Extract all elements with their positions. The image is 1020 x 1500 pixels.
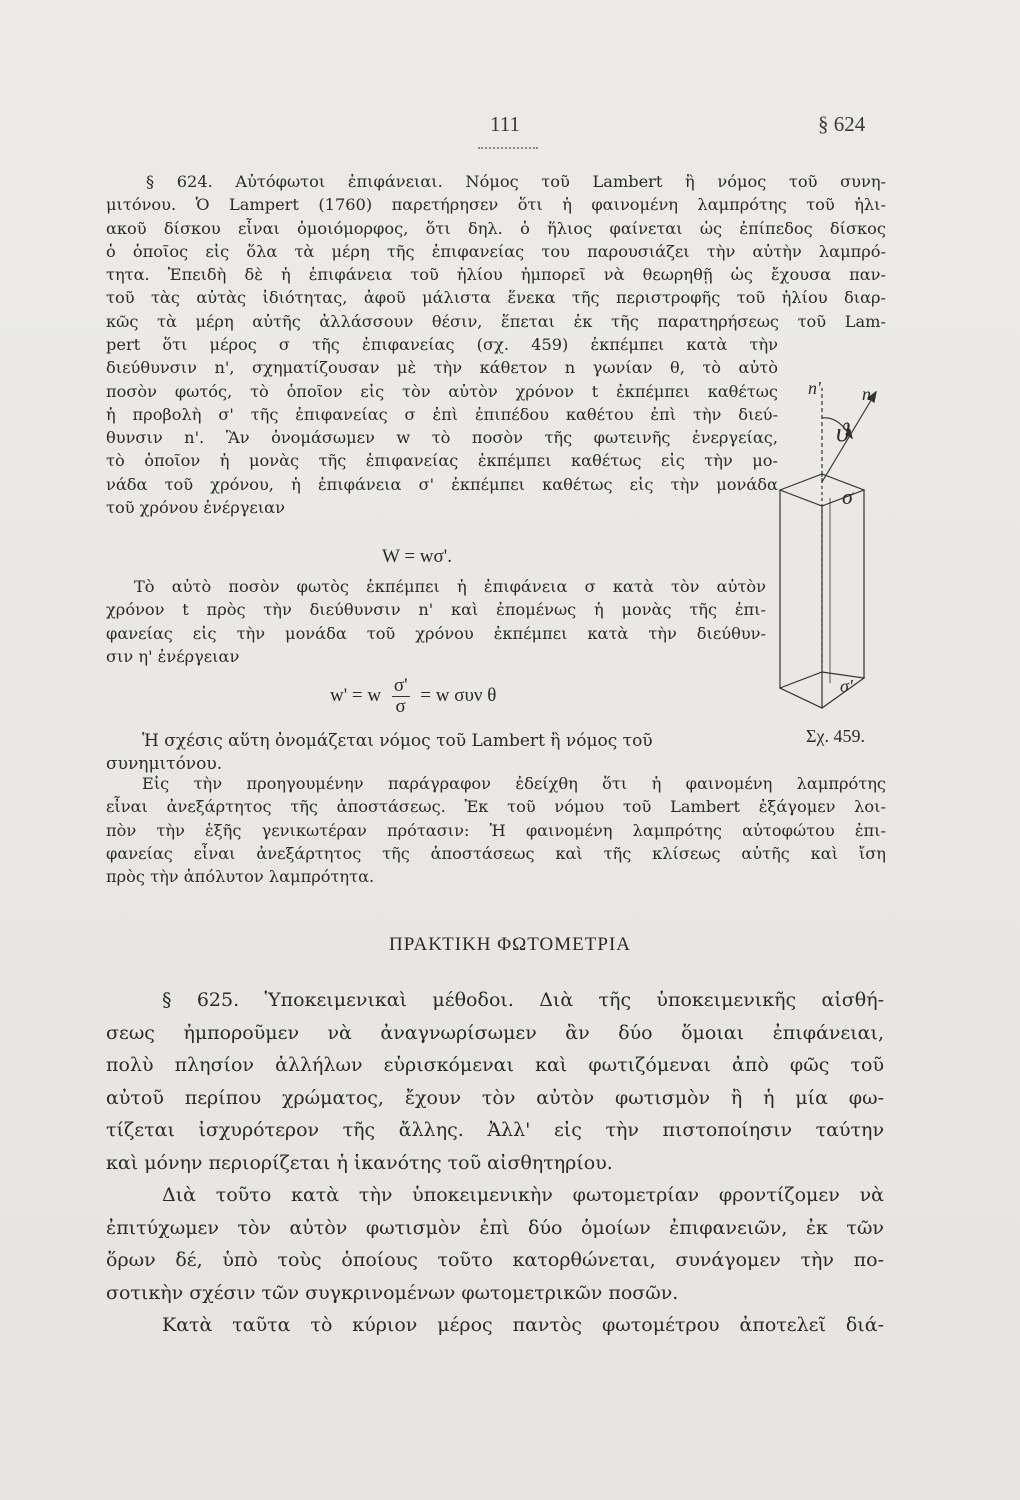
text-line: πὸν τὴν ἑξῆς γενικωτέραν πρότασιν: Ἡ φαινομένη λαμπρότης αὐτοφώτου ἐπι- [106,820,886,840]
text-line: ὅρων δέ, ὑπὸ τοὺς ὁποίους τοῦτο κατορθώνεται, συνάγομεν τὴν πο- [106,1249,884,1271]
text-line: σεως ἠμποροῦμεν νὰ ἀναγνωρίσωμεν ἂν δύο ὅμοιαι ἐπιφάνειαι, [106,1021,884,1044]
section-625-text [106,984,884,1342]
text-line: χρόνον t πρὸς τὴν διεύθυνσιν n' καὶ ἐπομένως ἡ μονὰς τῆς ἐπι- [106,600,766,620]
text-line: τοῦ τὰς αὐτὰς ἰδιότητας, ἀφοῦ μάλιστα ἕνεκα τῆς περιστροφῆς τοῦ ἡλίου διαρ- [106,288,886,308]
section-624-text-3 [106,730,766,777]
text-line: ακοῦ δίσκου εἶναι ὁμοιόμορφος, ὅτι δηλ. ὁ ἥλιος φαίνεται ὡς ἐπίπεδος δίσκος [106,218,886,238]
text-line: Τὸ αὐτὸ ποσὸν φωτὸς ἐκπέμπει ἡ ἐπιφάνεια σ κατὰ τὸν αὐτὸν [134,577,766,596]
formula-lhs: w' = w [330,684,382,706]
section-624-text-2 [106,575,766,668]
text-line: ἐπιτύχωμεν τὸν αὐτὸν φωτισμὸν ἐπὶ δύο ὁμοίων ἐπιφανειῶν, ἐκ τῶν [106,1216,884,1239]
text-line: τητα. Ἐπειδὴ δὲ ἡ ἐπιφάνεια τοῦ ἡλίου ἠμπορεῖ νὰ θεωρηθῇ ὡς ἔχουσα παν- [106,265,886,285]
label-sigma: σ [842,484,853,509]
text-line: ἡ προβολὴ σ' τῆς ἐπιφανείας σ ἐπὶ ἐπιπέδου καθέτου ἐπὶ τὴν διεύ- [106,404,778,424]
text-line: εἶναι ἀνεξάρτητος τῆς ἀποστάσεως. Ἐκ τοῦ νόμου τοῦ Lambert ἐξάγομεν λοι- [106,797,886,817]
text-line: συνημιτόνου. [106,754,223,775]
fraction-denominator: σ [395,696,406,717]
text-line: § 625. Ὑποκειμενικαὶ μέθοδοι. Διὰ τῆς ὑποκειμενικῆς αἰσθή- [162,989,884,1011]
text-line: τοῦ χρόνου ἐνέργειαν [106,498,285,518]
label-n-prime: n' [808,378,821,398]
section-624-text-narrow [106,333,778,519]
page-header [0,108,1020,148]
text-line: σοτικὴν σχέσιν τῶν συγκρινομένων φωτομετρικῶν ποσῶν. [106,1281,679,1304]
section-624-text-4 [106,772,886,888]
text-line: ὁ ὁποῖος εἰς ὅλα τὰ μέρη τῆς ἐπιφανείας του παρουσιάζει τὴν αὐτὴν λαμπρό- [106,241,886,261]
section-624-text [106,170,886,333]
section-reference: § 624 [818,112,866,136]
label-sigma-prime: σ' [840,676,853,696]
text-line: πρὸς τὴν ἀπόλυτον λαμπρότητα. [106,867,375,887]
text-line: κῶς τὰ μέρη αὐτῆς ἀλλάσσουν θέσιν, ἕπεται ἐκ τῆς παρατηρήσεως τοῦ Lam- [106,311,886,331]
fraction-numerator: σ' [393,675,408,696]
label-theta: ϑ [836,418,849,447]
text-line: σιν η' ἐνέργειαν [106,646,240,666]
section-heading: ΠΡΑΚΤΙΚΗ ΦΩΤΟΜΕΤΡΙΑ [388,934,631,955]
page-number: 111 [490,112,520,136]
text-line: μιτόνου. Ὁ Lampert (1760) παρετήρησεν ὅτι ἡ φαινομένη λαμπρότης τοῦ ἡλι- [106,195,886,215]
text-line: pert ὅτι μέρος σ τῆς ἐπιφανείας (σχ. 459) ἐκπέμπει κατὰ τὴν [106,335,778,354]
formula-lambert [330,676,496,717]
text-line: Ἡ σχέσις αὕτη ὀνομάζεται νόμος τοῦ Lambert ἢ νόμος τοῦ [142,731,653,751]
formula-fraction [392,676,410,717]
text-line: Κατὰ ταῦτα τὸ κύριον μέρος παντὸς φωτομέτρου ἀποτελεῖ διά- [162,1314,884,1336]
text-line: νάδα τοῦ χρόνου, ἡ ἐπιφάνεια σ' ἐκπέμπει καθέτως εἰς τὴν μονάδα [106,474,778,494]
text-line: τὸ ὁποῖον ἡ μονὰς τῆς ἐπιφανείας ἐκπέμπει καθέτως εἰς τὴν μο- [106,451,778,471]
figure-459-prism [772,378,892,778]
text-line: Εἰς τὴν προηγουμένην παράγραφον ἐδείχθη ὅτι ἡ φαινομένη λαμπρότης [142,774,886,793]
text-line: ποσὸν φωτός, τὸ ὁποῖον εἰς τὸν αὐτὸν χρόνον t ἐκπέμπει καθέτως [106,381,778,401]
formula-w: W = wσ'. [382,546,452,567]
formula-rhs: = w συν θ [420,684,497,706]
text-line: θυνσιν n'. Ἂν ὀνομάσωμεν w τὸ ποσὸν τῆς φωτεινῆς ἐνεργείας, [106,428,778,448]
label-n: n [862,384,871,404]
text-line: φανείας εἶναι ἀνεξάρτητος τῆς ἀποστάσεως καὶ τῆς κλίσεως αὐτῆς καὶ ἴση [106,843,886,863]
text-line: διεύθυνσιν n', σχηματίζουσαν μὲ τὴν κάθετον n γωνίαν θ, τὸ αὐτὸ [106,358,778,378]
figure-caption: Σχ. 459. [806,726,865,746]
decorative-underline [478,144,538,149]
text-line: καὶ μόνην περιορίζεται ἡ ἱκανότης τοῦ αἰσθητηρίου. [106,1151,613,1174]
text-line: Διὰ τοῦτο κατὰ τὴν ὑποκειμενικὴν φωτομετρίαν φροντίζομεν νὰ [162,1184,884,1206]
text-line: αὐτοῦ περίπου χρώματος, ἔχουν τὸν αὐτὸν φωτισμὸν ἢ ἡ μία φω- [106,1086,884,1109]
text-line: τίζεται ἰσχυρότερον τῆς ἄλλης. Ἀλλ' εἰς τὴν πιστοποίησιν ταύτην [106,1119,884,1141]
text-line: φανείας εἰς τὴν μονάδα τοῦ χρόνου ἐκπέμπει κατὰ τὴν διεύθυν- [106,623,766,643]
text-line: πολὺ πλησίον ἀλλήλων εὑρισκόμεναι καὶ φωτιζόμεναι ἀπὸ φῶς τοῦ [106,1054,884,1076]
text-line: § 624. Αὐτόφωτοι ἐπιφάνειαι. Νόμος τοῦ Lambert ἢ νόμος τοῦ συνη- [146,172,886,191]
